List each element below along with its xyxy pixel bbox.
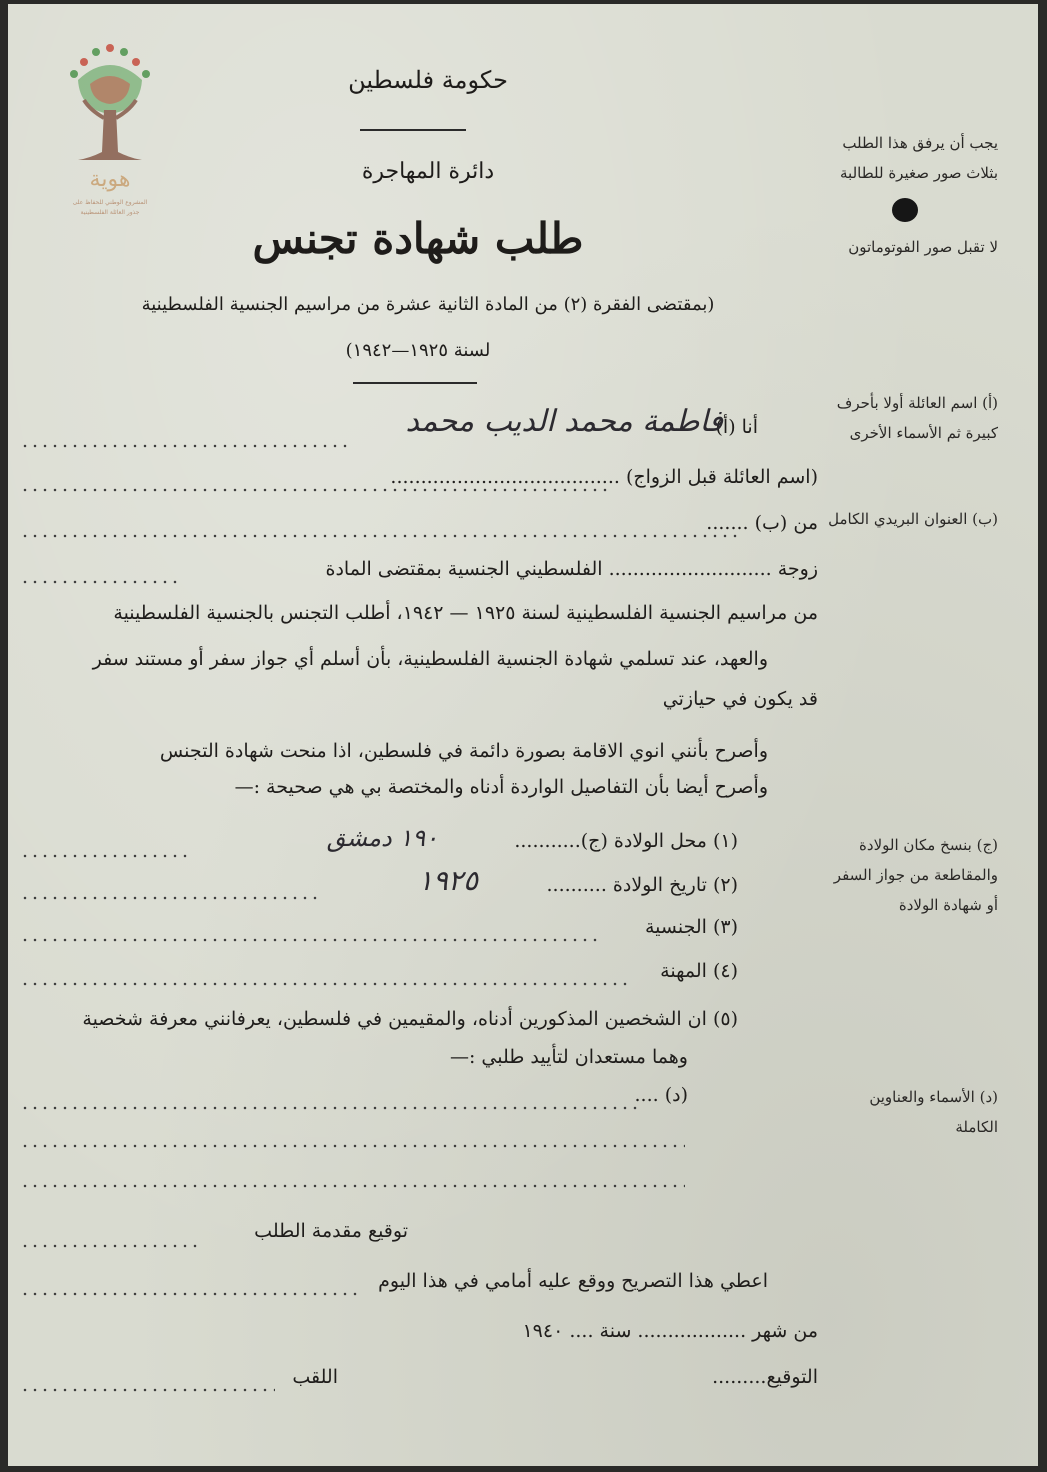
label-wife: زوجة ........................... الفلسطيني الجنسية بمقتضى المادة bbox=[325, 558, 818, 580]
fill-line bbox=[20, 534, 740, 538]
fill-line bbox=[20, 444, 350, 448]
paragraph-line-1: من مراسيم الجنسية الفلسطينية لسنة ١٩٢٥ — ١٩٤٢، أطلب التجنس بالجنسية الفلسطينية bbox=[113, 602, 818, 624]
subtitle-rule bbox=[353, 382, 477, 384]
handwritten-name: فاطمة محمد الديب محمد bbox=[405, 404, 723, 439]
label-applicant-signature: توقيع مقدمة الطلب bbox=[254, 1220, 408, 1242]
note-photomaton: لا تقبل صور الفوتوماتون bbox=[848, 238, 998, 256]
handwritten-birthplace: ١٩٠ دمشق bbox=[326, 824, 438, 852]
item-occupation: (٤) المهنة bbox=[660, 960, 738, 982]
item-birthplace: (١) محل الولادة (ج)........... bbox=[514, 830, 738, 852]
svg-text:المشروع الوطني للحفاظ على: المشروع الوطني للحفاظ على bbox=[72, 199, 148, 206]
fill-line bbox=[20, 1144, 685, 1148]
label-title: اللقب bbox=[292, 1366, 338, 1388]
fill-line bbox=[20, 938, 600, 942]
government-header: حكومة فلسطين bbox=[348, 66, 508, 94]
form-title: طلب شهادة تجنس bbox=[252, 214, 584, 263]
fill-line bbox=[20, 580, 180, 584]
declaration-line-2: وأصرح أيضا بأن التفاصيل الواردة أدناه والمختصة بي هي صحيحة :— bbox=[234, 776, 768, 798]
item-nationality: (٣) الجنسية bbox=[644, 916, 738, 938]
label-month-year: من شهر .................. سنة .... ١٩٤٠ bbox=[522, 1320, 818, 1342]
watermark-logo bbox=[60, 40, 160, 230]
label-maiden-name: (اسم العائلة قبل الزواج) ...................................... bbox=[390, 466, 818, 488]
declaration-line-1: وأصرح بأنني انوي الاقامة بصورة دائمة في فلسطين، اذا منحت شهادة التجنس bbox=[159, 740, 768, 762]
note-d-names: (د) الأسماء والعناوين الكاملة bbox=[869, 1088, 998, 1136]
fill-line bbox=[20, 896, 320, 900]
fill-line bbox=[20, 982, 630, 986]
fill-line bbox=[20, 1184, 685, 1188]
svg-text:جذور العائلة الفلسطينية: جذور العائلة الفلسطينية bbox=[80, 209, 140, 216]
label-declaration-given: اعطي هذا التصريح ووقع عليه أمامي في هذا اليوم bbox=[378, 1270, 768, 1292]
label-from-b: من (ب) ....... bbox=[706, 512, 818, 534]
label-signature: التوقيع......... bbox=[712, 1366, 818, 1388]
note-photos: يجب أن يرفق هذا الطلب بثلاث صور صغيرة للطالبة bbox=[840, 134, 998, 182]
note-c-birthplace: (ج) بنسخ مكان الولادة والمقاطعة من جواز السفر أو شهادة الولادة bbox=[833, 836, 998, 914]
label-i-am: أنا (أ) bbox=[715, 416, 758, 438]
document-page bbox=[8, 4, 1038, 1466]
fill-line bbox=[20, 854, 190, 858]
item-persons: (٥) ان الشخصين المذكورين أدناه، والمقيمين في فلسطين، يعرفانني معرفة شخصية bbox=[82, 1008, 738, 1030]
handwritten-birthdate: ١٩٢٥ bbox=[417, 864, 478, 897]
note-a-family-name: (أ) اسم العائلة أولا بأحرف كبيرة ثم الأسماء الأخرى bbox=[836, 394, 998, 442]
note-b-address: (ب) العنوان البريدي الكامل bbox=[828, 510, 998, 528]
fill-line bbox=[20, 488, 610, 492]
department-title: دائرة المهاجرة bbox=[361, 159, 495, 184]
fill-line bbox=[20, 1244, 200, 1248]
item-persons-cont: وهما مستعدان لتأييد طلبي :— bbox=[449, 1046, 688, 1068]
form-subtitle: (بمقتضى الفقرة (٢) من المادة الثانية عشرة من مراسيم الجنسية الفلسطينية bbox=[141, 294, 715, 315]
fill-line bbox=[20, 1106, 640, 1110]
ink-blot bbox=[892, 198, 918, 222]
fill-line bbox=[20, 1388, 275, 1392]
paragraph-line-2: والعهد، عند تسلمي شهادة الجنسية الفلسطينية، بأن أسلم أي جواز سفر أو مستند سفر bbox=[92, 648, 768, 670]
paragraph-line-3: قد يكون في حيازتي bbox=[662, 688, 818, 710]
item-birthdate: (٢) تاريخ الولادة .......... bbox=[546, 874, 738, 896]
header-rule bbox=[360, 129, 466, 131]
watermark-logo-name: هوية bbox=[89, 167, 131, 192]
fill-line bbox=[20, 1292, 360, 1296]
item-d: (د) .... bbox=[634, 1084, 688, 1106]
form-years: لسنة ١٩٢٥—١٩٤٢) bbox=[345, 340, 491, 361]
